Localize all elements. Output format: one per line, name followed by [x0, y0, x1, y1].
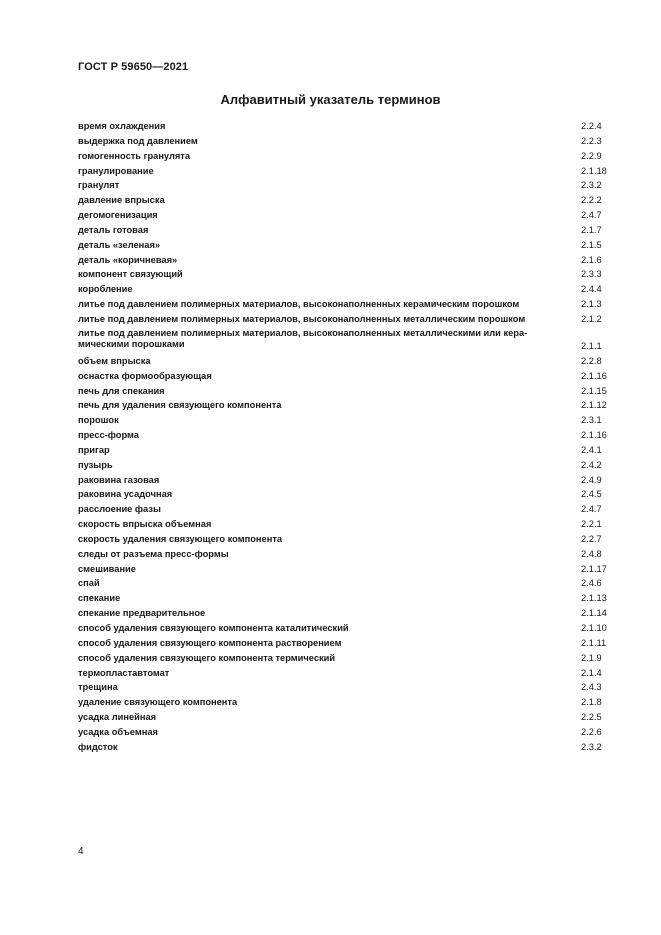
index-entry	[78, 636, 614, 651]
index-term: литье под давлением полимерных материалов, высоконаполненных керамическим порошком	[78, 299, 520, 310]
index-term	[78, 327, 563, 354]
index-ref: 2.2.8	[581, 355, 602, 366]
index-ref: 2.1.15	[581, 385, 607, 396]
index-ref: 2.1.17	[581, 563, 607, 574]
index-term: скорость впрыска объемная	[78, 519, 212, 530]
index-entry	[78, 253, 614, 268]
index-term: смешивание	[78, 563, 136, 574]
index-ref: 2.1.3	[581, 299, 602, 310]
index-entry	[78, 384, 614, 399]
document-code: ГОСТ Р 59650—2021	[78, 61, 189, 73]
index-term: следы от разъема пресс-формы	[78, 548, 229, 559]
index-ref: 2.1.1	[581, 340, 602, 351]
index-ref: 2.2.9	[581, 150, 602, 161]
index-term: литье под давлением полимерных материалов, высоконаполненных металлическим порошком	[78, 313, 526, 324]
index-ref: 2.1.13	[581, 593, 607, 604]
index-term: печь для удаления связующего компонента	[78, 400, 282, 411]
terms-index-list	[78, 119, 614, 755]
index-ref: 2.1.11	[581, 637, 607, 648]
index-term: печь для спекания	[78, 385, 165, 396]
index-term: расслоение фазы	[78, 504, 161, 515]
index-entry	[78, 282, 614, 297]
index-term: раковина газовая	[78, 474, 160, 485]
index-entry	[78, 606, 614, 621]
index-ref: 2.3.2	[581, 180, 602, 191]
index-term: объем впрыска	[78, 355, 151, 366]
index-entry	[78, 473, 614, 488]
index-ref: 2.4.9	[581, 474, 602, 485]
index-entry	[78, 740, 614, 755]
index-ref: 2.1.18	[581, 165, 607, 176]
index-ref: 2.1.2	[581, 313, 602, 324]
index-entry	[78, 297, 614, 312]
index-entry	[78, 651, 614, 666]
index-term: компонент связующий	[78, 269, 183, 280]
index-ref: 2.1.9	[581, 652, 602, 663]
index-term: порошок	[78, 415, 119, 426]
index-entry	[78, 149, 614, 164]
index-term: гомогенность гранулята	[78, 150, 191, 161]
index-term: скорость удаления связующего компонента	[78, 533, 283, 544]
index-entry	[78, 312, 614, 327]
index-entry	[78, 591, 614, 606]
index-entry	[78, 369, 614, 384]
index-ref: 2.4.2	[581, 459, 602, 470]
index-entry	[78, 458, 614, 473]
index-term: деталь готовая	[78, 224, 149, 235]
index-entry	[78, 562, 614, 577]
index-term: способ удаления связующего компонента растворением	[78, 637, 342, 648]
index-term: гранулирование	[78, 165, 154, 176]
index-ref: 2.2.6	[581, 726, 602, 737]
index-ref: 2.4.3	[581, 682, 602, 693]
index-term: оснастка формообразующая	[78, 370, 212, 381]
index-ref: 2.3.2	[581, 741, 602, 752]
index-entry	[78, 547, 614, 562]
index-term: спай	[78, 578, 100, 589]
index-entry	[78, 680, 614, 695]
index-ref: 2.4.7	[581, 210, 602, 221]
index-entry	[78, 413, 614, 428]
index-ref: 2.1.6	[581, 254, 602, 265]
index-ref: 2.2.3	[581, 135, 602, 146]
index-entry	[78, 532, 614, 547]
index-entry	[78, 398, 614, 413]
index-entry	[78, 193, 614, 208]
index-term: способ удаления связующего компонента каталитический	[78, 623, 349, 633]
index-entry	[78, 267, 614, 282]
index-ref: 2.1.8	[581, 697, 602, 708]
index-term: термопластавтомат	[78, 667, 170, 678]
index-term: время охлаждения	[78, 121, 166, 131]
index-term: пресс-форма	[78, 430, 139, 441]
index-entry	[78, 134, 614, 149]
index-term: давление впрыска	[78, 195, 165, 206]
index-ref: 2.4.4	[581, 284, 602, 295]
index-ref: 2.4.6	[581, 578, 602, 589]
index-entry	[78, 443, 614, 458]
index-term: выдержка под давлением	[78, 135, 198, 146]
index-entry	[78, 487, 614, 502]
index-ref: 2.1.4	[581, 667, 602, 678]
index-entry	[78, 576, 614, 591]
index-term-line: литье под давлением полимерных материалов, высоконаполненных металлическими или кера-	[78, 327, 528, 338]
index-term: пригар	[78, 444, 110, 455]
index-ref: 2.1.16	[581, 370, 607, 381]
index-entry	[78, 502, 614, 517]
index-ref: 2.4.8	[581, 548, 602, 559]
index-entry	[78, 354, 614, 369]
index-ref: 2.2.5	[581, 712, 602, 723]
index-title: Алфавитный указатель терминов	[220, 92, 441, 107]
page-number: 4	[78, 846, 84, 857]
index-term: гранулят	[78, 180, 120, 191]
index-term: усадка линейная	[78, 712, 157, 723]
index-ref: 2.1.7	[581, 224, 602, 235]
index-ref: 2.2.7	[581, 533, 602, 544]
index-ref: 2.1.14	[581, 608, 607, 619]
index-entry	[78, 517, 614, 532]
index-term: деталь «коричневая»	[78, 254, 178, 265]
index-ref: 2.2.2	[581, 195, 602, 206]
index-entry	[78, 710, 614, 725]
index-ref: 2.1.12	[581, 400, 607, 411]
index-entry	[78, 223, 614, 238]
index-ref: 2.1.5	[581, 239, 602, 250]
index-entry	[78, 327, 614, 354]
index-term: дегомогенизация	[78, 210, 158, 221]
index-ref: 2.4.7	[581, 504, 602, 515]
index-term: пузырь	[78, 459, 113, 470]
index-ref: 2.2.4	[581, 121, 602, 131]
index-ref: 2.3.3	[581, 269, 602, 280]
index-entry	[78, 164, 614, 179]
index-ref: 2.2.1	[581, 519, 602, 530]
index-term: фидсток	[78, 741, 118, 752]
index-term: коробление	[78, 284, 133, 295]
index-entry	[78, 238, 614, 253]
index-entry	[78, 621, 614, 636]
index-ref: 2.4.1	[581, 444, 602, 455]
index-term: удаление связующего компонента	[78, 697, 238, 708]
index-term: спекание предварительное	[78, 608, 206, 619]
index-entry	[78, 695, 614, 710]
index-entry	[78, 208, 614, 223]
index-term: трещина	[78, 682, 118, 693]
index-term: раковина усадочная	[78, 489, 173, 500]
index-entry	[78, 725, 614, 740]
index-term: усадка объемная	[78, 726, 158, 737]
index-entry	[78, 666, 614, 681]
index-entry	[78, 428, 614, 443]
index-ref: 2.1.10	[581, 623, 607, 633]
index-ref: 2.4.5	[581, 489, 602, 500]
index-term-line: мическими порошками	[78, 339, 185, 350]
index-entry	[78, 178, 614, 193]
index-ref: 2.3.1	[581, 415, 602, 426]
index-ref: 2.1.16	[581, 430, 607, 441]
index-entry	[78, 119, 614, 134]
index-term: деталь «зеленая»	[78, 239, 161, 250]
index-term: спекание	[78, 593, 121, 604]
index-term: способ удаления связующего компонента термический	[78, 652, 336, 663]
